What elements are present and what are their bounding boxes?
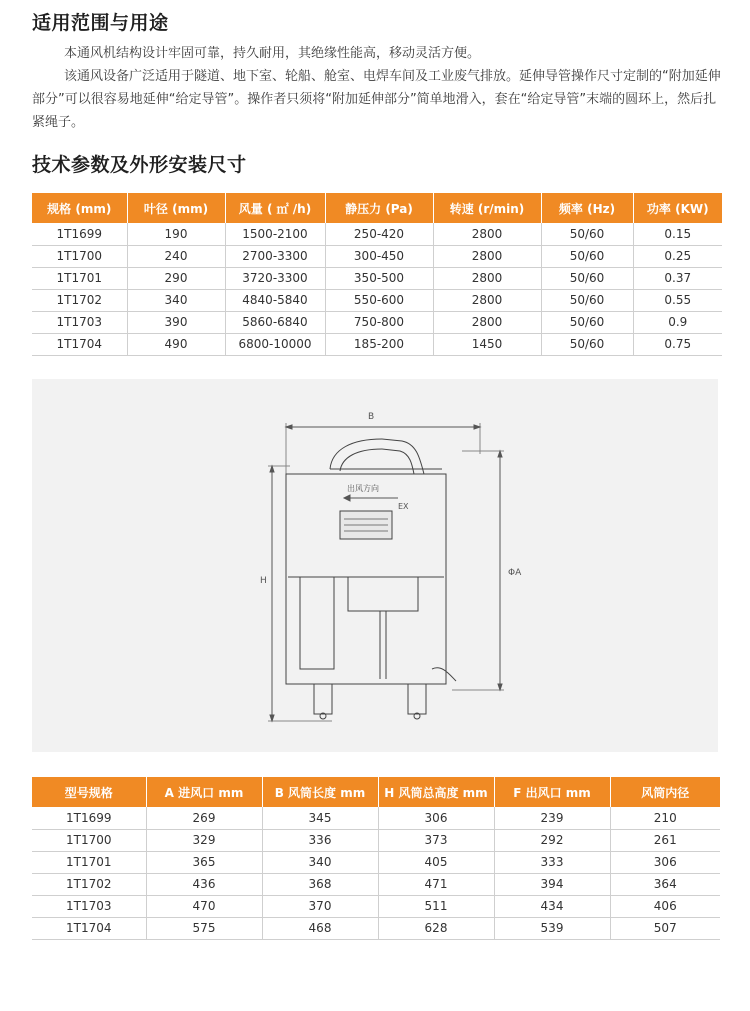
cell-model: 1T1699 [32,223,127,245]
cell-duct-length: 336 [262,829,378,851]
cell-duct-length: 368 [262,873,378,895]
label-flow-direction: 出风方向 [347,484,379,493]
cell-inlet: 269 [146,807,262,829]
spec-table-header [32,193,722,223]
cell-duct-length: 370 [262,895,378,917]
header-airflow: 风量 ( ㎡ /h) [225,193,325,223]
header-total-height: H 风筒总高度 mm [378,777,494,807]
arrow-head [498,684,502,690]
arrow-head [498,451,502,457]
cell-total-height: 405 [378,851,494,873]
cell-total-height: 628 [378,917,494,939]
cell-model: 1T1701 [32,267,127,289]
cell-static-pressure: 185-200 [325,333,433,355]
usage-paragraph: 该通风设备广泛适用于隧道、地下室、轮船、舱室、电焊车间及工业废气排放。延伸导管操作尺寸定制的“附加延伸部分”可以很容易地延伸“给定导管”。操作者只须将“附加延伸部分”简单地滑入，套在“给定导管”末端的圆环上，然后扎紧绳子。 [32,69,721,130]
section-title-scope: 适用范围与用途 [32,12,169,34]
cell-duct-length: 340 [262,851,378,873]
arrow-head [270,466,274,472]
cell-model: 1T1703 [32,895,146,917]
fan-technical-drawing [32,379,718,752]
header-spec: 规格 (mm) [32,193,127,223]
cell-inner-diameter: 261 [610,829,720,851]
cell-inner-diameter: 210 [610,807,720,829]
table-row [32,917,720,939]
handle-inner [340,449,414,474]
cell-model: 1T1704 [32,333,127,355]
cell-inlet: 470 [146,895,262,917]
table-row [32,333,722,355]
dimension-table [32,777,720,940]
cell-blade-diameter: 340 [127,289,225,311]
header-duct-length: B 风筒长度 mm [262,777,378,807]
flow-arrow-head [344,495,350,501]
cell-inlet: 575 [146,917,262,939]
cell-model: 1T1702 [32,873,146,895]
cell-blade-diameter: 490 [127,333,225,355]
cell-outlet: 539 [494,917,610,939]
table-row [32,807,720,829]
cell-static-pressure: 350-500 [325,267,433,289]
table-row [32,895,720,917]
cell-airflow: 2700-3300 [225,245,325,267]
cell-speed: 1450 [433,333,541,355]
arrow-head [270,715,274,721]
cell-power: 0.55 [633,289,722,311]
cell-speed: 2800 [433,245,541,267]
cell-frequency: 50/60 [541,245,633,267]
cell-power: 0.9 [633,311,722,333]
header-inlet: A 进风口 mm [146,777,262,807]
cell-static-pressure: 300-450 [325,245,433,267]
cell-blade-diameter: 290 [127,267,225,289]
cell-blade-diameter: 390 [127,311,225,333]
cell-duct-length: 468 [262,917,378,939]
fan-housing [286,474,446,684]
cell-total-height: 471 [378,873,494,895]
foot-right [408,684,426,714]
cell-total-height: 306 [378,807,494,829]
cell-inner-diameter: 364 [610,873,720,895]
cell-blade-diameter: 240 [127,245,225,267]
cell-airflow: 5860-6840 [225,311,325,333]
cell-outlet: 239 [494,807,610,829]
cell-inner-diameter: 406 [610,895,720,917]
cell-outlet: 434 [494,895,610,917]
cell-airflow: 3720-3300 [225,267,325,289]
label-phi-a: ΦA [508,568,522,578]
cell-model: 1T1700 [32,245,127,267]
cell-model: 1T1700 [32,829,146,851]
table-row [32,829,720,851]
motor-head [348,577,418,611]
cell-inner-diameter: 306 [610,851,720,873]
cell-airflow: 4840-5840 [225,289,325,311]
header-model: 型号规格 [32,777,146,807]
cell-outlet: 333 [494,851,610,873]
section-title-specs: 技术参数及外形安装尺寸 [32,154,247,176]
cell-frequency: 50/60 [541,223,633,245]
cell-total-height: 373 [378,829,494,851]
cell-outlet: 292 [494,829,610,851]
table-row [32,245,722,267]
arrow-head [286,425,292,429]
cell-speed: 2800 [433,289,541,311]
cell-frequency: 50/60 [541,311,633,333]
table-row [32,851,720,873]
cell-model: 1T1699 [32,807,146,829]
cell-power: 0.15 [633,223,722,245]
label-b: B [368,412,375,422]
motor-body [300,577,334,669]
spec-table [32,193,722,356]
header-static-pressure: 静压力 (Pa) [325,193,433,223]
cell-static-pressure: 550-600 [325,289,433,311]
header-speed: 转速 (r/min) [433,193,541,223]
cell-power: 0.75 [633,333,722,355]
cell-inner-diameter: 507 [610,917,720,939]
cell-inlet: 436 [146,873,262,895]
arrow-head [474,425,480,429]
cell-total-height: 511 [378,895,494,917]
cell-airflow: 1500-2100 [225,223,325,245]
cell-frequency: 50/60 [541,267,633,289]
table-row [32,289,722,311]
cell-blade-diameter: 190 [127,223,225,245]
cell-outlet: 394 [494,873,610,895]
header-outlet: F 出风口 mm [494,777,610,807]
label-ex: EX [398,502,409,511]
cell-model: 1T1701 [32,851,146,873]
intro-paragraph: 本通风机结构设计牢固可靠，持久耐用，其绝缘性能高，移动灵活方便。 [64,46,481,61]
cell-airflow: 6800-10000 [225,333,325,355]
fan-drawing-panel [32,379,718,752]
dimension-table-header [32,777,720,807]
cell-inlet: 329 [146,829,262,851]
table-row [32,311,722,333]
header-blade-diameter: 叶径 (mm) [127,193,225,223]
cell-model: 1T1703 [32,311,127,333]
cell-frequency: 50/60 [541,333,633,355]
cell-frequency: 50/60 [541,289,633,311]
cell-static-pressure: 750-800 [325,311,433,333]
cell-speed: 2800 [433,223,541,245]
table-row [32,223,722,245]
label-h: H [260,576,267,586]
table-row [32,267,722,289]
cell-static-pressure: 250-420 [325,223,433,245]
table-row [32,873,720,895]
header-power: 功率 (KW) [633,193,722,223]
cell-power: 0.37 [633,267,722,289]
cell-inlet: 365 [146,851,262,873]
header-frequency: 频率 (Hz) [541,193,633,223]
cell-power: 0.25 [633,245,722,267]
cable [432,668,456,681]
foot-left [314,684,332,714]
cell-speed: 2800 [433,267,541,289]
cell-speed: 2800 [433,311,541,333]
cell-model: 1T1704 [32,917,146,939]
cell-model: 1T1702 [32,289,127,311]
cell-duct-length: 345 [262,807,378,829]
header-inner-diameter: 风筒内径 [610,777,720,807]
